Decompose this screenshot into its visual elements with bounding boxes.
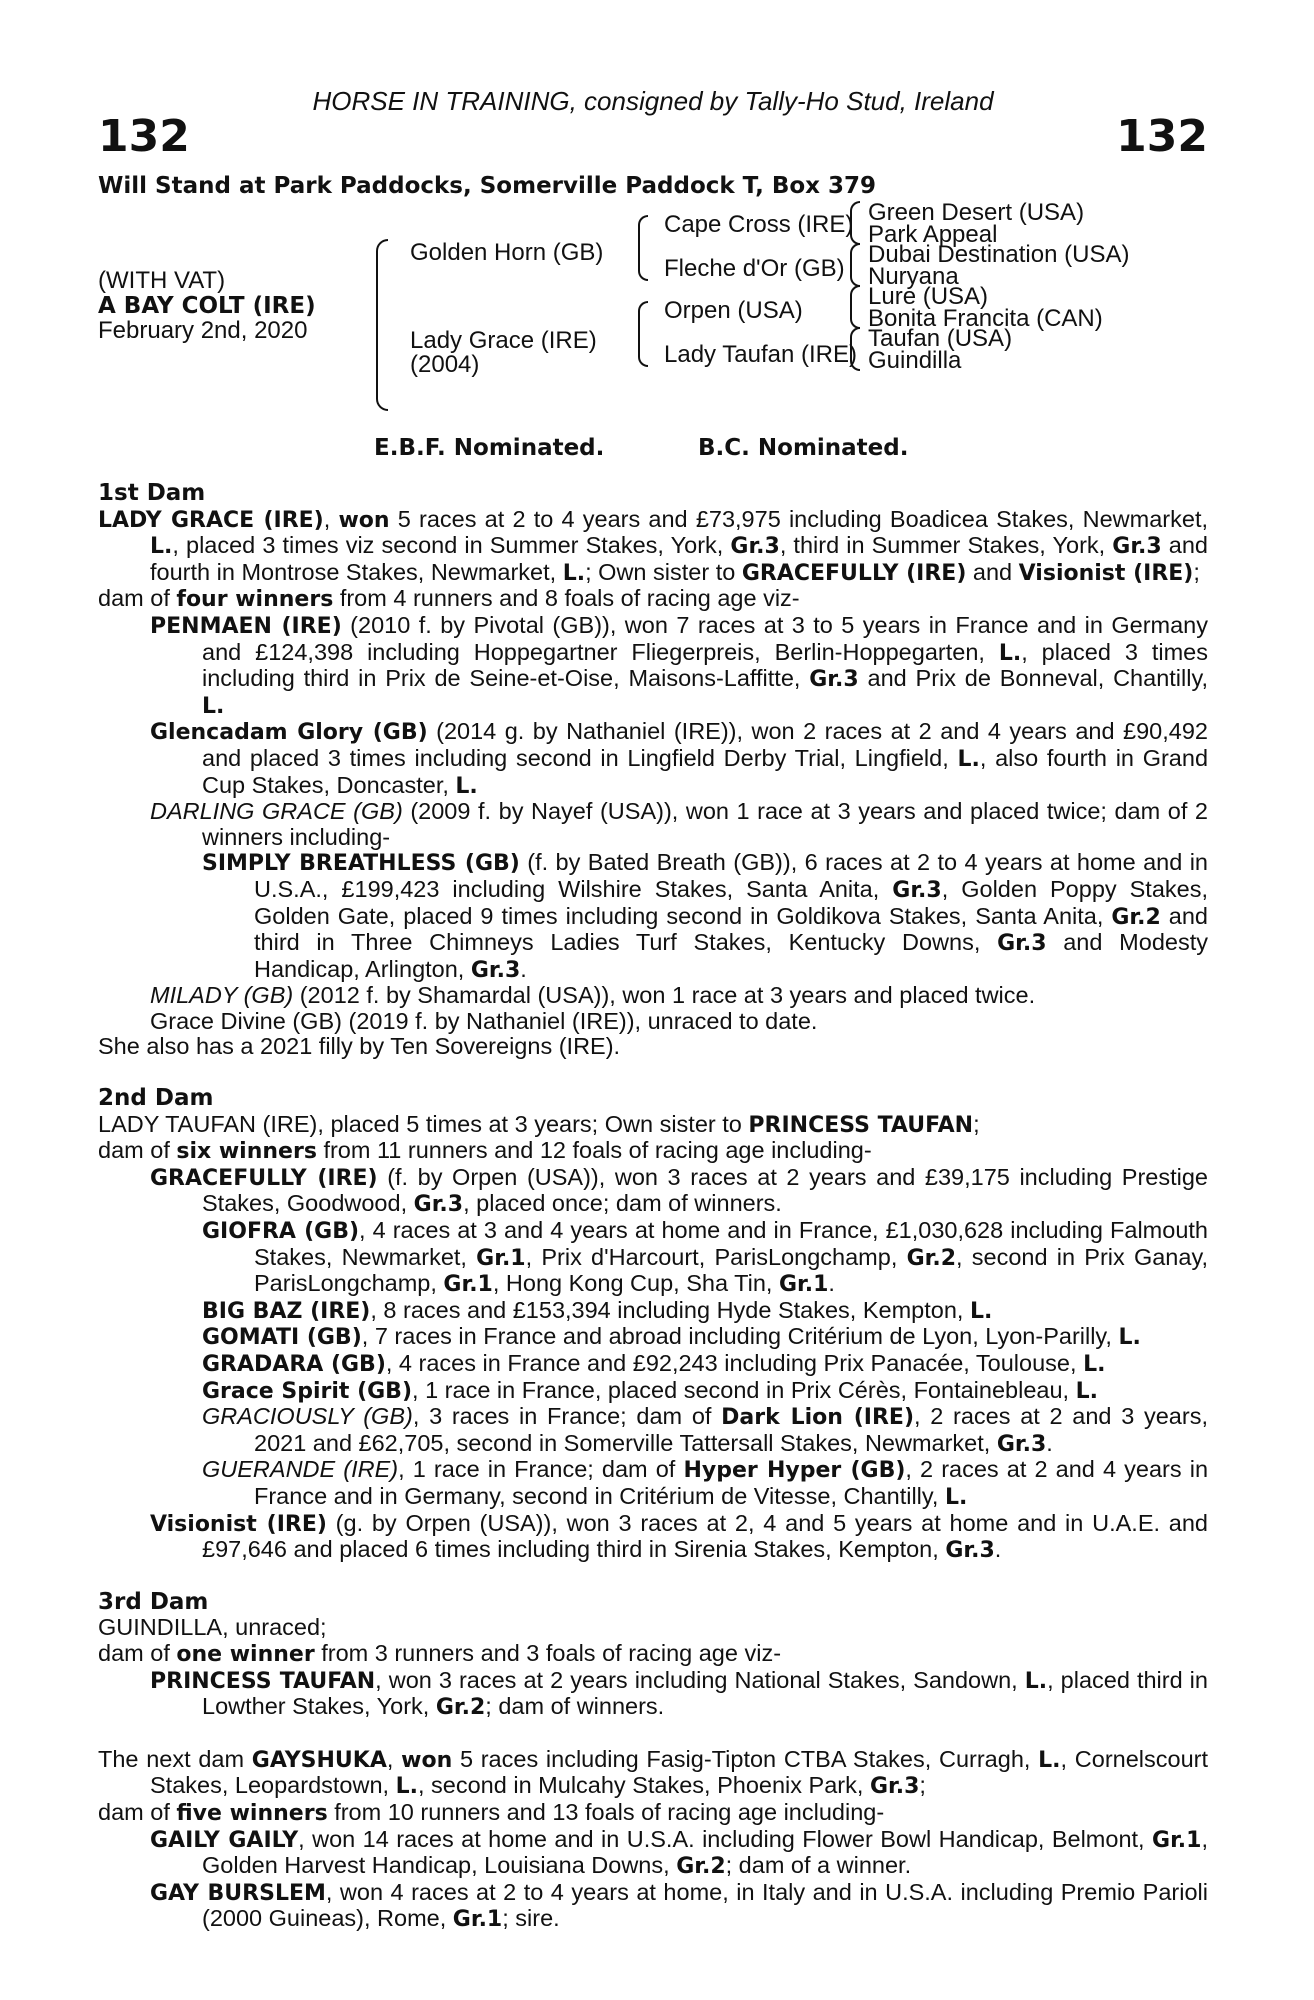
ancestor-g6: Bonita Francita (CAN) — [868, 305, 1103, 332]
produce-entry: GAY BURSLEM, won 4 races at 2 to 4 years at home, in Italy and in U.S.A. including Premio Parioli (2000 Guineas), Rome, Gr.1; sire. — [150, 1878, 1208, 1933]
produce-entry: GOMATI (GB), 7 races in France and abroad including Critérium de Lyon, Lyon-Parilly, L. — [202, 1323, 1141, 1351]
third-dam-heading: 3rd Dam — [98, 1588, 209, 1615]
consignment-title: HORSE IN TRAINING, consigned by Tally-Ho Stud, Ireland — [312, 86, 994, 116]
produce-entry: Glencadam Glory (GB) (2014 g. by Nathaniel (IRE)), won 2 races at 2 and 4 years and £90,492 and placed 3 times including second in Lingfield Derby Trial, Lingfield, L., also fourth in Grand Cup Stakes, Doncaster, L. — [150, 718, 1209, 799]
dam-summary: dam of one winner from 3 runners and 3 foals of racing age viz- — [98, 1639, 782, 1667]
lot-number-left: 132 — [98, 111, 190, 162]
next-dam-record: The next dam GAYSHUKA, won 5 races including Fasig-Tipton CTBA Stakes, Curragh, L., Cornelscourt Stakes, Leopardstown, L., second in Mulcahy Stakes, Phoenix Park, Gr.3; — [98, 1745, 1208, 1800]
pedigree-brace — [638, 215, 648, 281]
ancestor-g2: Park Appeal — [868, 221, 998, 248]
ebf-nomination: E.B.F. Nominated. — [374, 435, 605, 461]
dam-summary: dam of six winners from 11 runners and 12 foals of racing age including- — [98, 1137, 872, 1165]
pedigree-brace — [850, 285, 860, 329]
dam-record: GUINDILLA, unraced; — [98, 1614, 327, 1641]
vat-note: (WITH VAT) — [98, 267, 226, 294]
dam-record: LADY TAUFAN (IRE), placed 5 times at 3 years; Own sister to PRINCESS TAUFAN; — [98, 1110, 980, 1138]
produce-entry: GUERANDE (IRE), 1 race in France; dam of Hyper Hyper (GB), 2 races at 2 and 4 years in France and in Germany, second in Critérium de Vitesse, Chantilly, L. — [202, 1456, 1209, 1510]
produce-entry: GRACEFULLY (IRE) (f. by Orpen (USA)), won 3 races at 2 years and £39,175 including Prestige Stakes, Goodwood, Gr.3, placed once; dam of winners. — [150, 1163, 1208, 1218]
ancestor-g4: Nuryana — [868, 263, 959, 290]
horse-name: A BAY COLT (IRE) — [98, 293, 316, 319]
pedigree-brace — [850, 243, 860, 287]
stabling-location: Will Stand at Park Paddocks, Somerville Paddock T, Box 379 — [98, 173, 877, 199]
dam-sire: Orpen (USA) — [664, 297, 803, 324]
produce-entry: SIMPLY BREATHLESS (GB) (f. by Bated Breath (GB)), 6 races at 2 to 4 years at home and in U.S.A., £199,423 including Wilshire Stakes, Santa Anita, Gr.3, Golden Poppy Stakes, Golden Gate, placed 9 times including second in Goldikova Stakes, Santa Anita, Gr.2 and third in Three Chimneys Ladies Turf Stakes, Kentucky Downs, Gr.3 and Modesty Handicap, Arlington, Gr.3. — [202, 849, 1209, 983]
lot-number-row — [98, 111, 1208, 169]
sire-sire: Cape Cross (IRE) — [664, 211, 854, 238]
ancestor-g7: Taufan (USA) — [868, 325, 1013, 352]
pedigree-brace — [376, 239, 388, 411]
produce-record — [98, 481, 1208, 1933]
produce-entry: She also has a 2021 filly by Ten Sovereigns (IRE). — [98, 1033, 621, 1060]
foaling-date: February 2nd, 2020 — [98, 317, 308, 344]
ancestor-g5: Lure (USA) — [868, 283, 989, 310]
pedigree-brace — [850, 327, 860, 371]
produce-entry: Visionist (IRE) (g. by Orpen (USA)), won 3 races at 2, 4 and 5 years at home and in U.A.E. and £97,646 and placed 6 times including third in Sirenia Stakes, Kempton, Gr.3. — [150, 1509, 1208, 1564]
ancestor-g1: Green Desert (USA) — [868, 199, 1085, 226]
pedigree-table — [98, 199, 1208, 429]
produce-entry: PENMAEN (IRE) (2010 f. by Pivotal (GB)), won 7 races at 3 to 5 years in France and in Germany and £124,398 including Hoppegartner Fliegerpreis, Berlin-Hoppegarten, L., placed 3 times including third in Prix de Seine-et-Oise, Maisons-Laffitte, Gr.3 and Prix de Bonneval, Chantilly, L. — [150, 611, 1208, 719]
produce-entry: GRACIOUSLY (GB), 3 races in France; dam of Dark Lion (IRE), 2 races at 2 and 3 years, 2021 and £62,705, second in Somerville Tattersall Stakes, Newmarket, Gr.3. — [202, 1403, 1208, 1457]
produce-entry: PRINCESS TAUFAN, won 3 races at 2 years including National Stakes, Sandown, L., placed third in Lowther Stakes, York, Gr.2; dam of winners. — [150, 1666, 1208, 1721]
dam-summary: dam of four winners from 4 runners and 8 foals of racing age viz- — [98, 585, 800, 613]
produce-entry: DARLING GRACE (GB) (2009 f. by Nayef (USA)), won 1 race at 3 years and placed twice; dam of 2 winners including- — [150, 798, 1208, 850]
produce-entry: GRADARA (GB), 4 races in France and £92,243 including Prix Panacée, Toulouse, L. — [202, 1350, 1106, 1377]
pedigree-brace — [850, 201, 860, 245]
pedigree-brace — [638, 301, 648, 367]
dam-year: (2004) — [410, 351, 480, 378]
ancestor-g8: Guindilla — [868, 347, 962, 374]
dam-summary: dam of five winners from 10 runners and 13 foals of racing age including- — [98, 1798, 885, 1826]
produce-entry: BIG BAZ (IRE), 8 races and £153,394 including Hyde Stakes, Kempton, L. — [202, 1296, 993, 1324]
lot-number-right: 132 — [1116, 111, 1208, 162]
sire: Golden Horn (GB) — [410, 239, 604, 266]
catalogue-page — [98, 80, 1208, 1933]
produce-entry: GIOFRA (GB), 4 races at 3 and 4 years at home and in France, £1,030,628 including Falmouth Stakes, Newmarket, Gr.1, Prix d'Harcourt, ParisLongchamp, Gr.2, second in Prix Ganay, ParisLongchamp, Gr.1, Hong Kong Cup, Sha Tin, Gr.1. — [202, 1217, 1208, 1298]
produce-entry: Grace Divine (GB) (2019 f. by Nathaniel (IRE)), unraced to date. — [150, 1007, 818, 1034]
bc-nomination: B.C. Nominated. — [698, 435, 909, 461]
sire-dam: Fleche d'Or (GB) — [664, 255, 845, 282]
dam: Lady Grace (IRE) — [410, 327, 597, 354]
produce-entry: MILADY (GB) (2012 f. by Shamardal (USA)), won 1 race at 3 years and placed twice. — [150, 982, 1036, 1009]
dam-record: LADY GRACE (IRE), won 5 races at 2 to 4 years and £73,975 including Boadicea Stakes, Newmarket, L., placed 3 times viz second in Summer Stakes, York, Gr.3, third in Summer Stakes, York, Gr.3 and fourth in Montrose Stakes, Newmarket, L.; Own sister to GRACEFULLY (IRE) and Visionist (IRE); — [98, 505, 1209, 586]
second-dam-heading: 2nd Dam — [98, 1085, 214, 1112]
nominations — [98, 429, 1208, 473]
first-dam-heading: 1st Dam — [98, 480, 206, 506]
produce-entry: GAILY GAILY, won 14 races at home and in U.S.A. including Flower Bowl Handicap, Belmont, Gr.1, Golden Harvest Handicap, Louisiana Downs, Gr.2; dam of a winner. — [150, 1825, 1208, 1880]
dam-dam: Lady Taufan (IRE) — [664, 341, 857, 368]
produce-entry: Grace Spirit (GB), 1 race in France, placed second in Prix Cérès, Fontainebleau, L. — [202, 1376, 1098, 1404]
ancestor-g3: Dubai Destination (USA) — [868, 241, 1130, 268]
